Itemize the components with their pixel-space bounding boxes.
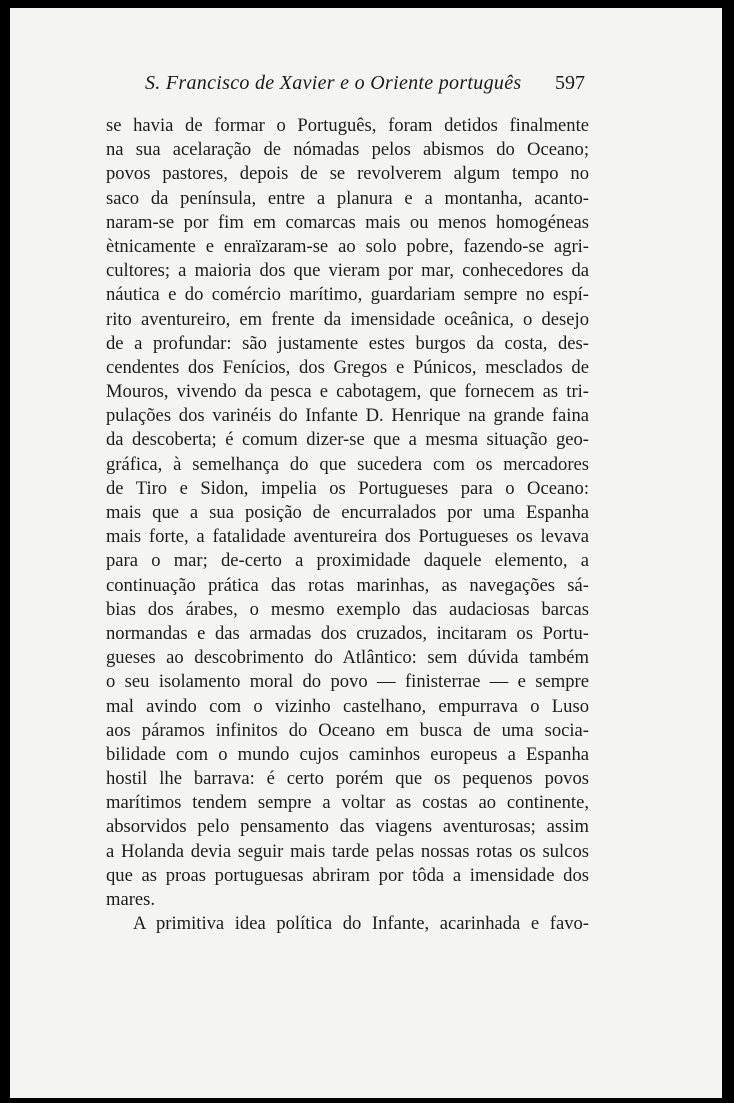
- running-header: [145, 68, 585, 98]
- text-line: normandas e das armadas dos cruzados, incitaram os Portu-: [106, 622, 589, 644]
- text-line: saco da península, entre a planura e a montanha, acanto-: [106, 187, 589, 209]
- text-line: rito aventureiro, em frente da imensidade oceânica, o desejo: [106, 308, 589, 330]
- text-line: bilidade com o mundo cujos caminhos europeus a Espanha: [106, 743, 589, 765]
- text-line: continuação prática das rotas marinhas, as navegações sá-: [106, 574, 589, 596]
- text-line: cendentes dos Fenícios, dos Gregos e Púnicos, mesclados de: [106, 356, 589, 378]
- page-number: 597: [555, 72, 585, 94]
- text-line: pulações dos varinéis do Infante D. Henrique na grande faina: [106, 405, 589, 427]
- text-line: se havia de formar o Português, foram detidos finalmente: [106, 115, 589, 136]
- text-line: naram-se por fim em comarcas mais ou menos homogéneas: [106, 211, 589, 233]
- text-line: de a profundar: são justamente estes burgos da costa, des-: [106, 332, 589, 354]
- text-line: para o mar; de-certo a proximidade daquele elemento, a: [106, 550, 589, 572]
- text-line: Mouros, vivendo da pesca e cabotagem, que fornecem as tri-: [106, 381, 589, 403]
- running-title: S. Francisco de Xavier e o Oriente português: [145, 72, 522, 94]
- text-line: marítimos tendem sempre a voltar as costas ao continente,: [106, 792, 589, 814]
- text-line: gráfica, à semelhança do que sucedera com os mercadores: [106, 453, 589, 475]
- text-line: bias dos árabes, o mesmo exemplo das audaciosas barcas: [106, 598, 589, 620]
- text-line: da descoberta; é comum dizer-se que a mesma situação geo-: [106, 429, 589, 451]
- text-line: mal avindo com o vizinho castelhano, empurrava o Luso: [106, 695, 589, 717]
- text-line: ètnicamente e enraïzaram-se ao solo pobre, fazendo-se agri-: [106, 235, 589, 257]
- text-line: hostil lhe barrava: é certo porém que os pequenos povos: [106, 768, 589, 790]
- text-line: de Tiro e Sidon, impelia os Portugueses para o Oceano:: [106, 477, 589, 499]
- text-line: o seu isolamento moral do povo — finisterrae — e sempre: [106, 671, 589, 693]
- text-line: aos páramos infinitos do Oceano em busca de uma socia-: [106, 719, 589, 741]
- text-line: absorvidos pelo pensamento das viagens aventurosas; assim: [106, 816, 589, 838]
- body-text: [106, 114, 589, 936]
- text-line: povos pastores, depois de se revolverem algum tempo no: [106, 163, 589, 185]
- text-line: náutica e do comércio marítimo, guardariam sempre no espí-: [106, 284, 589, 306]
- text-line: mares.: [106, 889, 156, 910]
- text-line: que as proas portuguesas abriram por tôda a imensidade dos: [106, 864, 589, 886]
- text-line: A primitiva idea política do Infante, acarinhada e favo-: [133, 913, 589, 935]
- text-line: na sua acelaração de nómadas pelos abismos do Oceano;: [106, 139, 589, 161]
- text-line: a Holanda devia seguir mais tarde pelas nossas rotas os sulcos: [106, 840, 589, 862]
- text-line: mais forte, a fatalidade aventureira dos Portugueses os levava: [106, 526, 589, 548]
- text-line: mais que a sua posição de encurralados por uma Espanha: [106, 502, 589, 523]
- text-line: gueses ao descobrimento do Atlântico: sem dúvida também: [106, 647, 589, 669]
- text-line: cultores; a maioria dos que vieram por mar, conhecedores da: [106, 260, 589, 282]
